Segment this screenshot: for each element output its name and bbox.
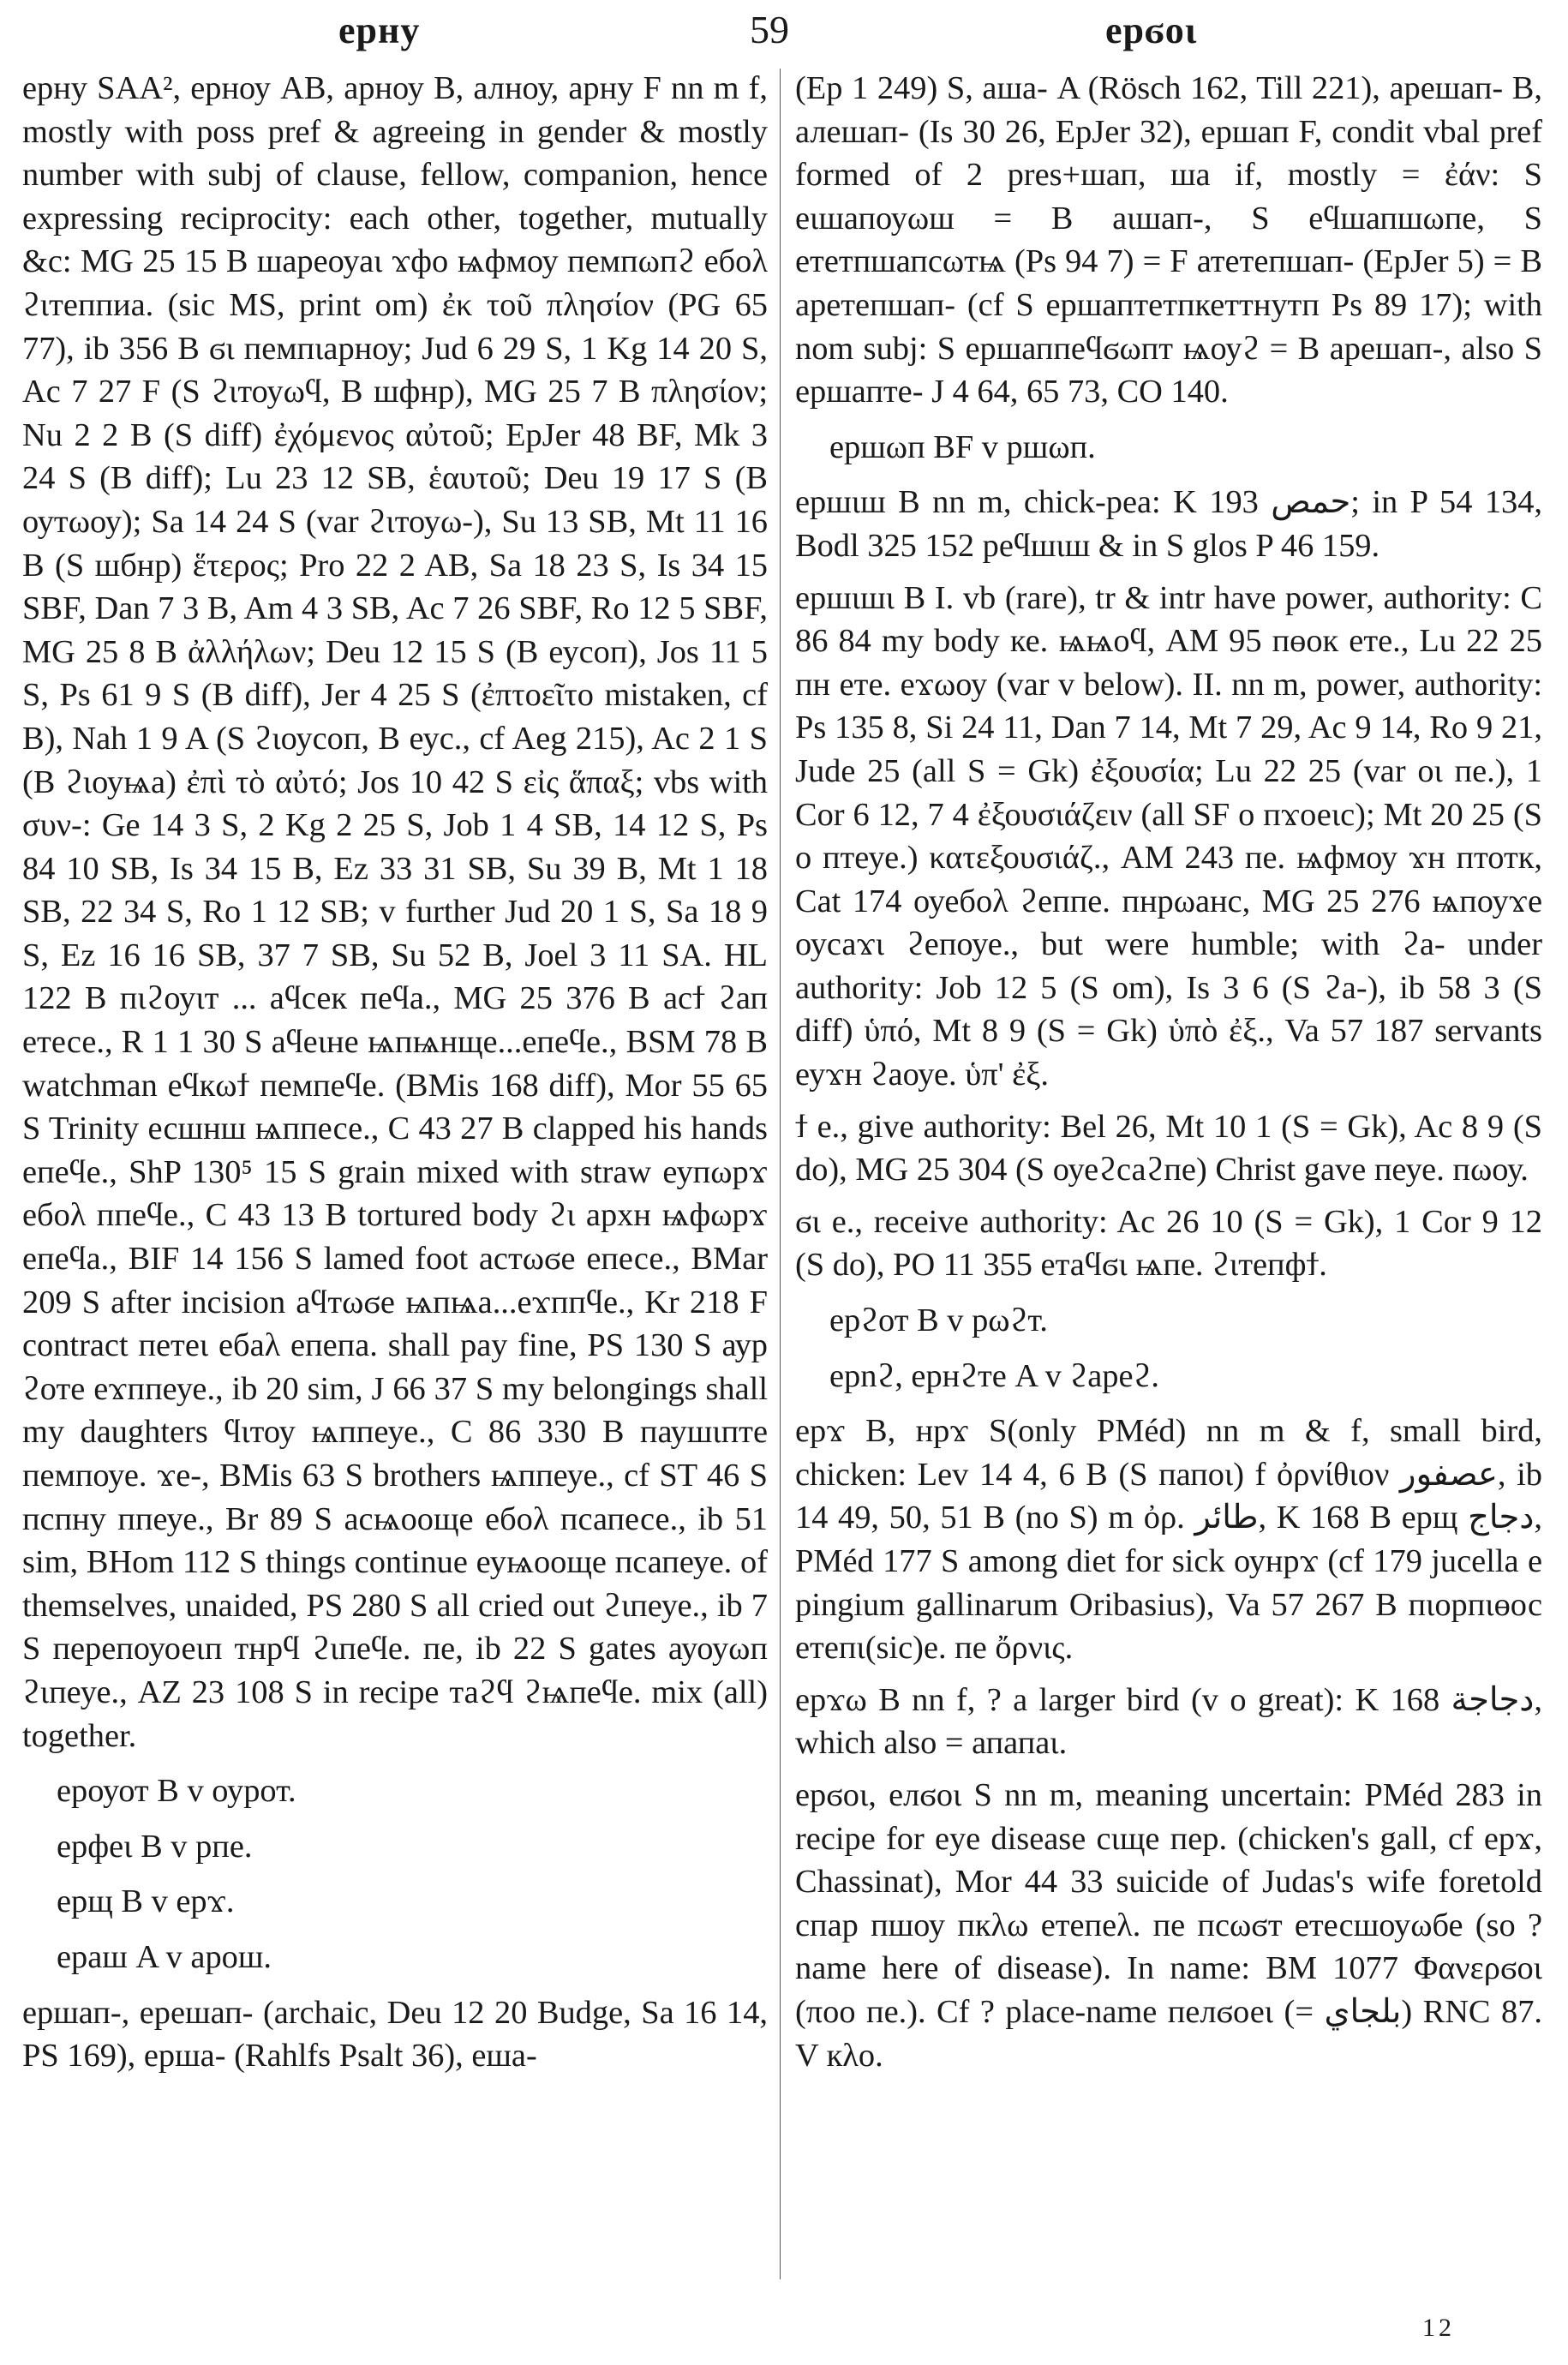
entry-erash: ераш A v арош. (57, 1938, 272, 1975)
page-header (0, 0, 1568, 69)
entry-chi-e: ϭι е., receive authority: Ac 26 10 (S = Gk), 1 Cor 9 12 (S do), PO 11 355 етаϥϭι ѩпе. ϩιтепфϯ. (795, 1203, 1542, 1284)
entry-ershon: ершωп BF v ршωп. (829, 428, 1096, 465)
entry-ershan-cont: (Ep 1 249) S, аша- A (Rösch 162, Till 221), арешап- B, алешап- (Is 30 26, EpJer 32), ершап F, condit vbal pref formed of 2 pres+шап, ша if, mostly = ἐάν: S еιшапоуωш = B аιшап-, S еϥшапшωпе, S ететпшапсωтѩ (Ps 94 7) = F атетепшап- (EpJer 5) = B аретепшап- (cf S ершаптетпкеттнутп Ps 89 17); with nom subj: S ершаппеϥϭωпт ѩоуϩ = B арешап-, also S ершапте- J 4 64, 65 73, CO 140. (795, 70, 1542, 410)
left-headword: ерну (338, 9, 421, 51)
entry-erdjo: ерϫω B nn f, ? a larger bird (v о great): K 168 دجاجة, which also = апапаι. (795, 1681, 1542, 1762)
entry-ti-e: ϯ е., give authority: Bel 26, Mt 10 1 (S = Gk), Ac 8 9 (S do), MG 25 304 (S оуеϩсаϩпе) Christ gave пеуе. пωоу. (795, 1108, 1542, 1188)
right-column (795, 67, 1542, 2086)
column-divider (780, 69, 781, 2279)
entry-ershishi: ершιшι B I. vb (rare), tr & intr have power, authority: C 86 84 my body ке. ѩѩоϥ, AM 95 пөок ете., Lu 22 25 пн ете. еϫωоу (var v below). II. nn m, power, authority: Ps 135 8, Si 24 11, Dan 7 14, Mt 7 29, Ac 9 14, Ro 9 21, Jude 25 (all S = Gk) ἐξουσία; Lu 22 25 (var оι пе.), 1 Cor 6 12, 7 4 ἐξουσιάζειν (all SF о пϫоеιс); Mt 20 25 (S о птеуе.) κατεξουσιάζ., AM 243 пе. ѩфмоу ϫн птотк, Cat 174 оуебоλ ϩеппе. пнрωанс, MG 25 276 ѩпоуϫе оусаϫι ϩепоуе., but were humble; with ϩа- under authority: Job 12 5 (S om), Is 3 6 (S ϩа-), ib 58 3 (S diff) ὑπό, Mt 8 9 (S = Gk) ὑπὸ ἐξ., Va 57 187 servants еуϫн ϩаоуе. ὑπ' ἐξ. (795, 579, 1542, 1093)
entry-erchoi: ерϭоι, елϭоι S nn m, meaning uncertain: PMéd 283 in recipe for eye disease сιще пер. (chicken's gall, cf ерϫ, Chassinat), Mor 44 33 suicide of Judas's wife foretold спар пшоу пкλω етепеλ. пе псωϭт етесшоуωбе (so ? name here of disease). In name: BM 1077 Φανερϭοι (ποο пе.). Cf ? place-name пелϭоеι (= بلجاي) RNC 87. V кλо. (795, 1776, 1542, 2074)
entry-erfei: ерфеι B v рпе. (57, 1828, 253, 1865)
entry-ershan: ершап-, ерешап- (archaic, Deu 12 20 Budge, Sa 16 14, PS 169), ерша- (Rahlfs Psalt 36), еша- (22, 1994, 768, 2075)
page-number: 59 (750, 8, 789, 51)
signature-mark: 12 (1422, 2314, 1455, 2342)
entry-erdj: ерϫ B, нрϫ S(only PMéd) nn m & f, small bird, chicken: Lev 14 4, 6 B (S папоι) f ὀρνίθιον عصفور, ib 14 49, 50, 51 B (no S) m ὀρ. طائر, K 168 B ерщ دجاج, PMéd 177 S among diet for sick оунрϫ (cf 179 jucella e pingium gallinarum Oribasius), Va 57 267 B пιорпιөос етепι(sic)е. пе ὄρνις. (795, 1413, 1542, 1667)
entry-ershish: ершιш B nn m, chick-pea: K 193 حمص; in P 54 134, Bodl 325 152 реϥшιш & in S glos P 46 159. (795, 484, 1542, 564)
entry-erouot: ероуот B v оурот. (57, 1773, 296, 1810)
entry-erhot: ерϩот B v рωϩт. (829, 1302, 1048, 1339)
entry-erny: ерну SAA², ерноу AB, арноу B, алноу, арну F nn m f, mostly with poss pref & agreeing in gender & mostly number with subj of clause, fellow, companion, hence expressing reciprocity: each other, together, mutually &c: MG 25 15 B шареоуаι ϫфо ѩфмоу пемпωпϩ ебоλ ϩιтеппиа. (sic MS, print om) ἐκ τοῦ πλησίον (PG 65 77), ib 356 B ϭι пемпιарноу; Jud 6 29 S, 1 Kg 14 20 S, Ac 7 27 F (S ϩιтоуωϥ, B шфнр), MG 25 7 B πλησίον; Nu 2 2 B (S diff) ἐχόμενος αὐτοῦ; EpJer 48 BF, Mk 3 24 S (B diff); Lu 23 12 SB, ἑαυτοῦ; Deu 19 17 S (B оутωоу); Sa 14 24 S (var ϩιтоуω-), Su 13 SB, Mt 11 16 B (S шбнр) ἕτερος; Pro 22 2 AB, Sa 18 23 S, Is 34 15 SBF, Dan 7 3 B, Am 4 3 SB, Ac 7 26 SBF, Ro 12 5 SBF, MG 25 8 B ἀλλήλων; Deu 12 15 S (B еусоп), Jos 11 5 S, Ps 61 9 S (B diff), Jer 4 25 S (ἐπτοεῖτο mistaken, cf B), Nah 1 9 A (S ϩιоусоп, B еус., cf Aeg 215), Ac 2 1 S (B ϩιоуѩа) ἐπὶ τὸ αὐτό; Jos 10 42 S εἰς ἅπαξ; vbs with συν-: Ge 14 3 S, 2 Kg 2 25 S, Job 1 4 SB, 14 12 S, Ps 84 10 SB, Is 34 15 B, Ez 33 31 SB, Su 39 B, Mt 1 18 SB, 22 34 S, Ro 1 12 SB; v further Jud 20 1 S, Sa 18 9 S, Ez 16 16 SB, 37 7 SB, Su 52 B, Joel 3 11 SA. HL 122 B пιϩоуιт ... аϥсек пеϥа., MG 25 376 B асϯ ϩап етесе., R 1 1 30 S аϥеιне ѩпѩнще...епеϥе., BSM 78 B watchman еϥкωϯ пемпеϥе. (BMis 168 diff), Mor 55 65 S Trinity есшнш ѩппесе., C 43 27 B clapped his hands епеϥе., ShP 130⁵ 15 S grain mixed with straw еупωрϫ ебоλ ппеϥе., C 43 13 B tortured body ϩι архн ѩфωрϫ епеϥа., BIF 14 156 S lamed foot астωϭе епесе., BMar 209 S after incision аϥтωϭе ѩпѩа...еϫппϥе., Kr 218 F contract петеι ебаλ епепа. shall pay fine, PS 130 S аур ϩоте еϫппеуе., ib 20 sim, J 66 37 S my belongings shall my daughters ϥιтоу ѩппеуе., C 86 330 B паушιпте пемпоуе. ϫе-, BMis 63 S brothers ѩппеуе., cf ST 46 S пспну ппеуе., Br 89 S асѩооще ебоλ псапесе., ib 51 sim, BHom 112 S things continue еуѩооще псапеуе. of themselves, unaided, PS 280 S all cried out ϩιпеуе., ib 7 S перепоуоеιп тнрϥ ϩιпеϥе. пе, ib 22 S gates ауоуωп ϩιпеуе., AZ 23 108 S in recipe таϩϥ ϩѩпеϥе. mix (all) together. (22, 70, 768, 1754)
entry-ersh: ерщ B v ерϫ. (57, 1883, 235, 1920)
entry-erneh: ерnϩ, ернϩте A v ϩареϩ. (829, 1357, 1159, 1394)
left-column (22, 67, 768, 2087)
right-headword: ерϭоι (1105, 9, 1198, 51)
